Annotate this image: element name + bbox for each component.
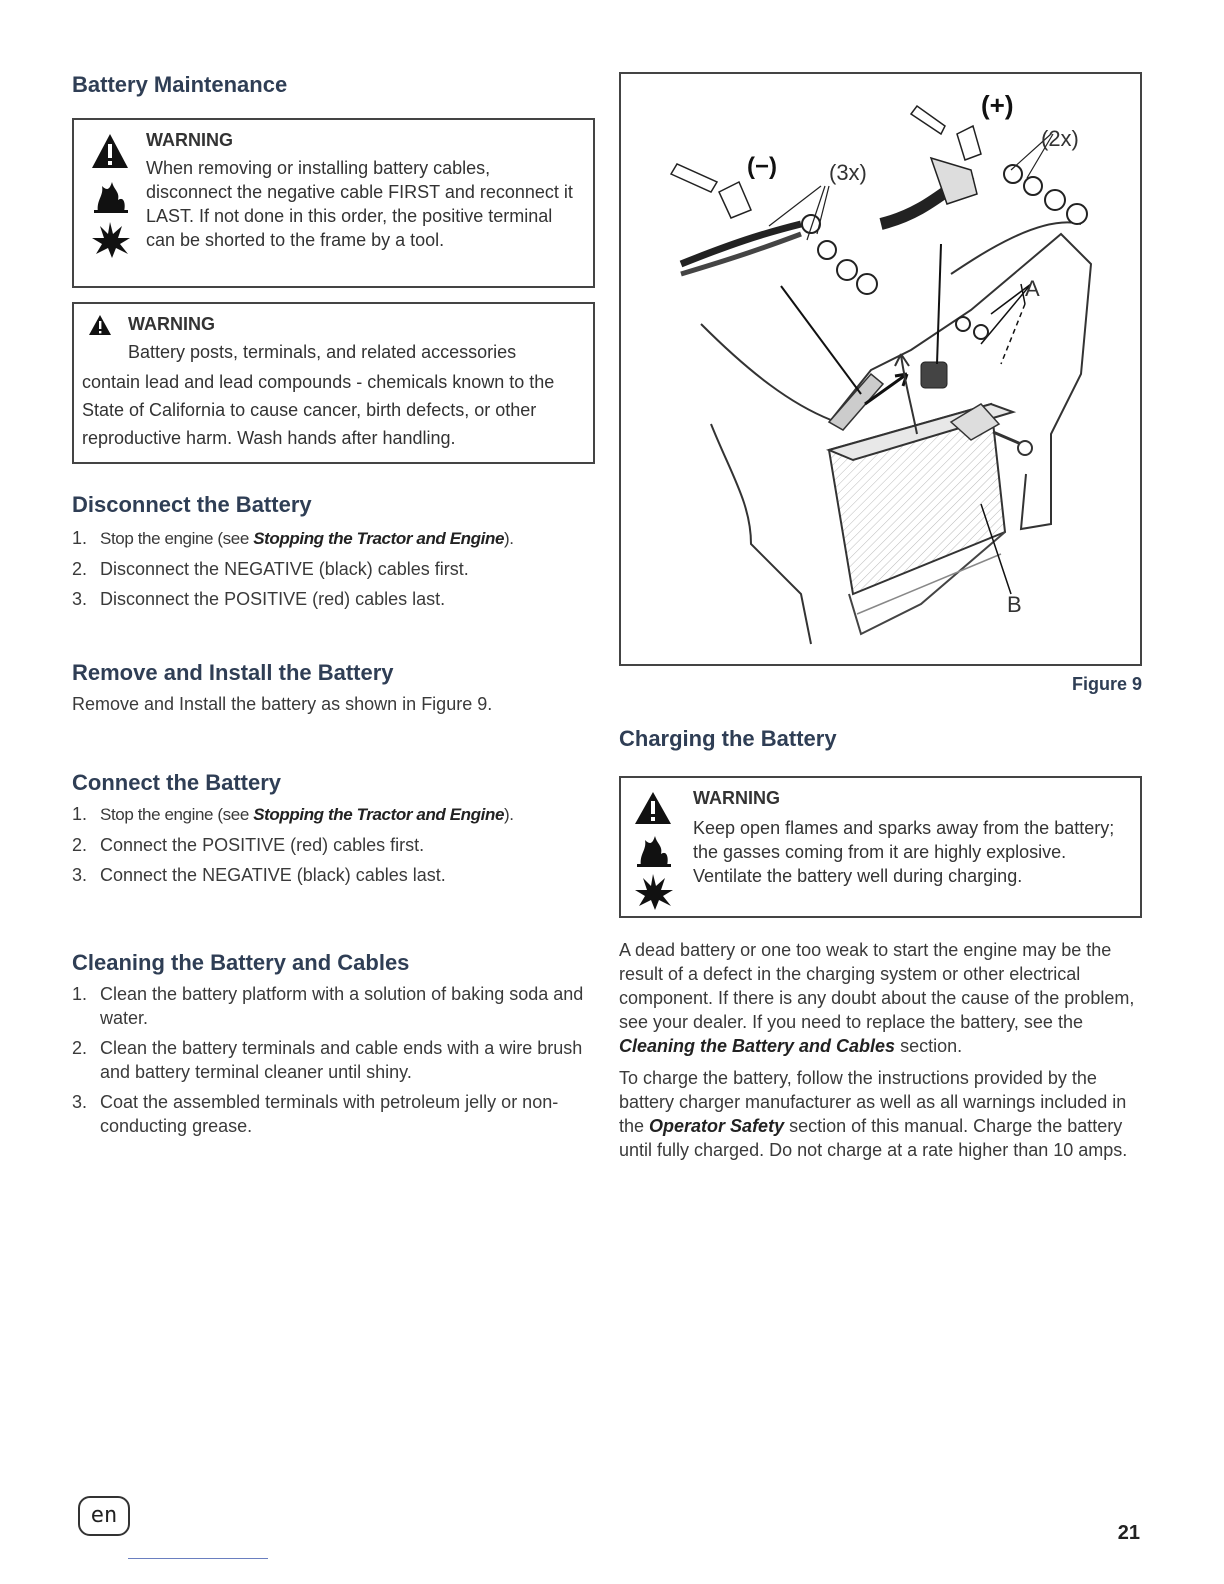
step-number: 3. — [72, 865, 88, 885]
list-item — [72, 1090, 595, 1138]
step-text: Disconnect the POSITIVE (red) cables last. — [100, 589, 446, 609]
step-link[interactable]: Stopping the Tractor and Engine — [253, 805, 505, 824]
charging-paragraph-1 — [619, 938, 1149, 1058]
step-text: Disconnect the NEGATIVE (black) cables first. — [100, 559, 469, 579]
figure-9-frame — [619, 72, 1142, 666]
step-text: Stop the engine (see — [100, 529, 254, 548]
warning-text: Keep open flames and sparks away from the battery; the gasses coming from it are highly explosive. Ventilate the battery well during charging. — [693, 818, 1115, 886]
step-number: 2. — [72, 835, 88, 855]
cleaning-section-link[interactable]: Cleaning the Battery and Cables — [619, 1036, 896, 1056]
warning-box-cables — [72, 118, 595, 288]
fire-icon — [94, 182, 128, 213]
warning-triangle-icon — [88, 130, 132, 260]
step-text: Coat the assembled terminals with petroleum jelly or non-conducting grease. — [100, 1092, 559, 1136]
hazard-icons — [631, 790, 675, 912]
warning-title: WARNING — [693, 788, 780, 808]
step-number: 3. — [72, 589, 88, 609]
step-text: Clean the battery terminals and cable ends with a wire brush and battery terminal cleaner until shiny. — [100, 1038, 583, 1082]
remove-install-heading: Remove and Install the Battery — [72, 660, 394, 685]
charging-paragraph-2 — [619, 1066, 1139, 1162]
step-number: 2. — [72, 1038, 88, 1058]
explosion-icon — [92, 222, 130, 258]
step-number: 1. — [72, 528, 88, 548]
disconnect-heading: Disconnect the Battery — [72, 492, 312, 517]
step-text: Stop the engine (see — [100, 805, 254, 824]
list-item — [72, 557, 595, 581]
charging-text-end: section. — [895, 1036, 963, 1056]
list-item — [72, 1036, 595, 1084]
charging-heading: Charging the Battery — [619, 726, 837, 751]
cleaning-heading: Cleaning the Battery and Cables — [72, 950, 410, 975]
explosion-icon — [635, 874, 673, 910]
battery-maintenance-heading: Battery Maintenance — [72, 72, 288, 97]
step-text-end: ). — [504, 529, 514, 548]
charging-text: A dead battery or one too weak to start the engine may be the result of a defect in the charging system or other electrical component. If there is any doubt about the cause of the problem, see your dealer. If you need to replace the battery, see the — [619, 940, 1135, 1032]
negative-count-label: (3x) — [829, 160, 867, 185]
charging-text: To charge the battery, follow the instructions provided by the battery charger manufacturer as well as all warnings included in the — [619, 1068, 1127, 1136]
list-item — [72, 863, 595, 887]
connect-steps — [72, 802, 595, 893]
step-text: Clean the battery platform with a solution of baking soda and water. — [100, 984, 584, 1028]
footer-rule — [128, 1558, 268, 1559]
step-text: Connect the POSITIVE (red) cables first. — [100, 835, 425, 855]
warning-text: When removing or installing battery cables, disconnect the negative cable FIRST and reconnect it LAST. If not done in this order, the positive terminal can be shorted to the frame by a tool. — [146, 158, 573, 250]
step-text-end: ). — [504, 805, 514, 824]
step-number: 1. — [72, 804, 88, 824]
list-item — [72, 802, 595, 827]
warning-box-charging — [619, 776, 1142, 918]
list-item — [72, 833, 595, 857]
disconnect-steps — [72, 526, 595, 617]
operator-safety-link[interactable]: Operator Safety — [649, 1116, 785, 1136]
list-item — [72, 982, 595, 1030]
warning-box-prop65 — [72, 302, 595, 464]
callout-b: B — [1007, 592, 1022, 617]
step-number: 2. — [72, 559, 88, 579]
warning-text-line1: Battery posts, terminals, and related accessories — [128, 342, 517, 362]
warning-triangle-icon — [88, 314, 112, 336]
charging-text-end: section of this manual. Charge the battery until fully charged. Do not charge at a rate higher than 10 amps. — [619, 1116, 1128, 1160]
positive-label: (+) — [981, 90, 1014, 120]
step-number: 3. — [72, 1092, 88, 1112]
positive-count-label: (2x) — [1041, 126, 1079, 151]
warning-text-rest: contain lead and lead compounds - chemicals known to the State of California to cause cancer, birth defects, or other reproductive harm. Wash hands after handling. — [82, 372, 555, 448]
cleaning-steps — [72, 982, 595, 1144]
page-number: 21 — [1117, 1522, 1140, 1544]
remove-install-text: Remove and Install the battery as shown in Figure 9. — [72, 694, 493, 714]
list-item — [72, 587, 595, 611]
negative-label: (−) — [747, 153, 777, 180]
callout-a: A — [1025, 276, 1040, 301]
hazard-icons — [88, 130, 132, 265]
list-item — [72, 526, 595, 551]
warning-title: WARNING — [128, 314, 215, 334]
step-text: Connect the NEGATIVE (black) cables last. — [100, 865, 446, 885]
connect-heading: Connect the Battery — [72, 770, 282, 795]
figure-caption: Figure 9 — [1071, 674, 1142, 694]
step-number: 1. — [72, 984, 88, 1004]
language-badge: en — [78, 1496, 130, 1536]
warning-triangle-icon — [635, 792, 671, 824]
warning-title: WARNING — [146, 130, 233, 150]
battery-removal-illustration — [621, 74, 1140, 664]
fire-icon — [637, 836, 671, 867]
step-link[interactable]: Stopping the Tractor and Engine — [253, 529, 505, 548]
